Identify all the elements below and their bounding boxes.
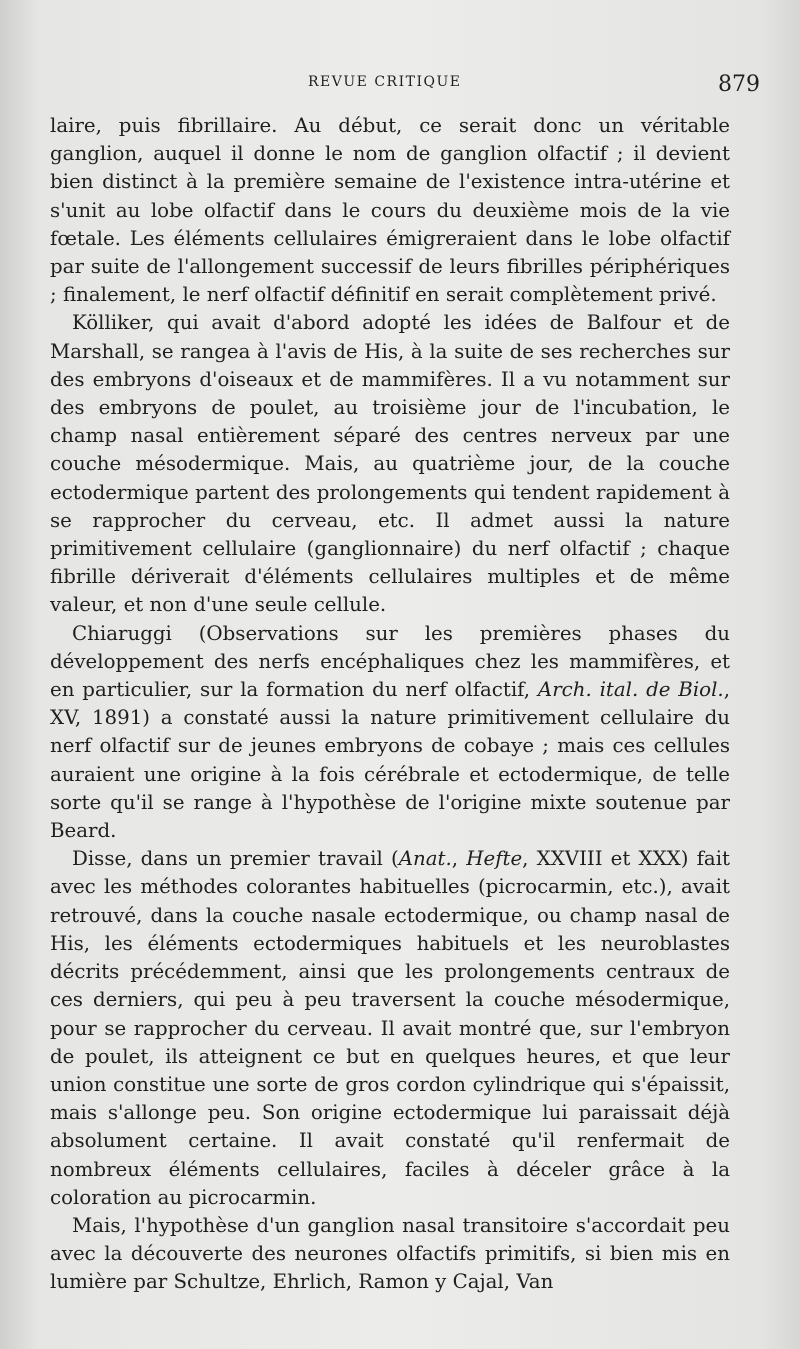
text-run: Chiaruggi (Observations sur les premières phases du développement des nerfs encéphaliques chez les mammifères, et en particulier, sur la formation du nerf olfactif, [50,621,730,702]
paragraph [50,112,730,309]
text-run: , XXVIII et XXX) fait avec les méthodes colorantes habituelles (picrocarmin, etc.), avait retrouvé, dans la couche nasale ectodermique, ou champ nasal de His, les éléments ectodermiques habituels et les neuroblastes décrits précédemment, ainsi que les prolongements centraux de ces derniers, qui peu à peu traversent la couche mésodermique, pour se rapprocher du cerveau. Il avait montré que, sur l'embryon de poulet, ils atteignent ce but en quelques heures, et que leur union constitue une sorte de gros cordon cylindrique qui s'épaissit, mais s'allonge peu. Son origine ectodermique lui paraissait déjà absolument certaine. Il avait constaté qu'il renfermait de nombreux éléments cellulaires, faciles à déceler grâce à la coloration au picrocarmin. [50,847,730,1209]
italic-citation: Anat. [398,847,452,871]
italic-citation: Hefte [466,847,523,871]
italic-citation: Arch. ital. de Biol. [537,678,724,702]
text-run: Disse, dans un premier travail ( [72,847,399,871]
page-number: 879 [718,72,760,97]
paragraph [50,620,730,846]
running-head [48,72,760,98]
paragraph [50,1212,730,1297]
text-run: Kölliker, qui avait d'abord adopté les idées de Balfour et de Marshall, se rangea à l'avis de His, à la suite de ses recherches sur des embryons d'oiseaux et de mammifères. Il a vu notamment sur des embryons de poulet, au troisième jour de l'incubation, le champ nasal entièrement séparé des centres nerveux par une couche mésodermique. Mais, au quatrième jour, de la couche ectodermique partent des prolongements qui tendent rapidement à se rapprocher du cerveau, etc. Il admet aussi la nature primitivement cellulaire (ganglionnaire) du nerf olfactif ; chaque fibrille dériverait d'éléments cellulaires multiples et de même valeur, et non d'une seule cellule. [50,311,730,617]
text-run: , [451,847,467,871]
text-run: , XV, 1891) a constaté aussi la nature primitivement cellulaire du nerf olfactif sur de jeunes embryons de cobaye ; mais ces cellules auraient une origine à la fois cérébrale et ectodermique, de telle sorte qu'il se range à l'hypothèse de l'origine mixte soutenue par Beard. [50,678,730,843]
body-text [50,112,730,1297]
paragraph [50,845,730,1212]
text-run: laire, puis fibrillaire. Au début, ce serait donc un véritable ganglion, auquel il donne le nom de ganglion olfactif ; il devient bien distinct à la première semaine de l'existence intra-utérine et s'unit au lobe olfactif dans le cours du deuxième mois de la vie fœtale. Les éléments cellulaires émigreraient dans le lobe olfactif par suite de l'allongement successif de leurs fibrilles périphériques ; finalement, le nerf olfactif définitif en serait complètement privé. [50,114,730,307]
running-title: REVUE CRITIQUE [308,74,462,90]
paragraph [50,309,730,619]
text-run: Mais, l'hypothèse d'un ganglion nasal transitoire s'accordait peu avec la découverte des neurones olfactifs primitifs, si bien mis en lumière par Schultze, Ehrlich, Ramon y Cajal, Van [50,1213,730,1294]
